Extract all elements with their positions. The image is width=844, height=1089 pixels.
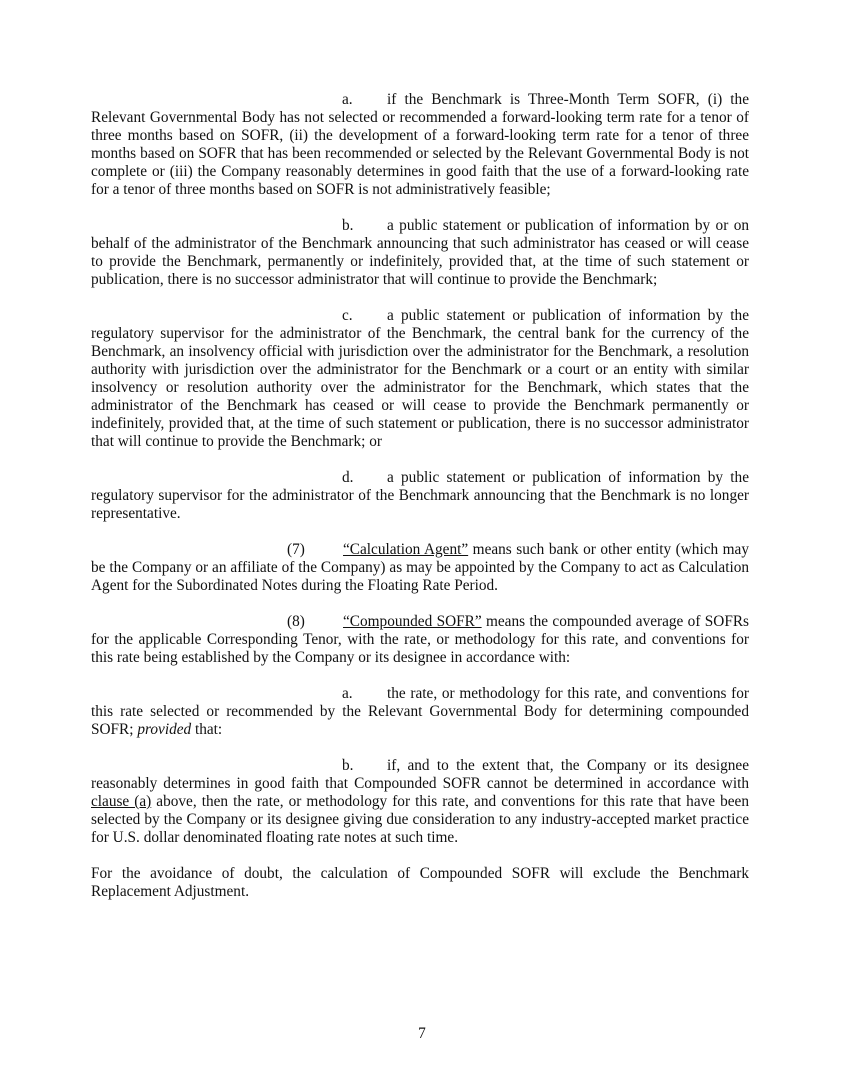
section-marker: (7) xyxy=(287,541,305,558)
paragraph-text: if, and to the extent that, the Company or its designee reasonably determines in good faith that Compounded SOFR cannot be determined in accordance with xyxy=(91,757,749,792)
paragraph-b-company-determines xyxy=(91,757,749,847)
paragraph-text-after: above, then the rate, or methodology for this rate, and conventions for this rate that have been selected by the Company or its designee giving due consideration to any industry-accepted market practice for U.S. dollar denominated floating rate notes at such time. xyxy=(91,793,749,846)
paragraph-text: a public statement or publication of information by the regulatory supervisor for the administrator of the Benchmark announcing that the Benchmark is no longer representative. xyxy=(91,469,749,522)
italic-term: provided xyxy=(137,721,192,738)
paragraph-b-administrator-ceased xyxy=(91,217,749,289)
page-number: 7 xyxy=(418,1025,426,1042)
item-marker: a. xyxy=(342,91,353,108)
section-marker: (8) xyxy=(287,613,305,630)
section-8-compounded-sofr xyxy=(91,613,749,667)
item-marker: c. xyxy=(342,307,353,324)
paragraph-c-regulatory-supervisor xyxy=(91,307,749,451)
item-marker: a. xyxy=(342,685,353,702)
item-marker: b. xyxy=(342,217,354,234)
item-marker: b. xyxy=(342,757,354,774)
paragraph-text: the rate, or methodology for this rate, and conventions for this rate selected or recommended by the Relevant Governmental Body for determining compounded SOFR; xyxy=(91,685,749,738)
paragraph-text: means such bank or other entity (which may be the Company or an affiliate of the Company) as may be appointed by the Company to act as Calculation Agent for the Subordinated Notes during the Floating Rate Period. xyxy=(91,541,749,594)
document-page xyxy=(91,91,749,901)
closing-paragraph: For the avoidance of doubt, the calculation of Compounded SOFR will exclude the Benchmark Replacement Adjustment. xyxy=(91,865,749,900)
clause-reference: clause (a) xyxy=(91,793,152,810)
defined-term: “Calculation Agent” xyxy=(343,541,469,558)
paragraph-text: means the compounded average of SOFRs for the applicable Corresponding Tenor, with the rate, or methodology for this rate, and conventions for this rate being established by the Company or its designee in accordance with: xyxy=(91,613,749,666)
paragraph-a-rate-methodology xyxy=(91,685,749,739)
paragraph-d-no-longer-representative xyxy=(91,469,749,523)
paragraph-a-three-month-term-sofr xyxy=(91,91,749,199)
item-marker: d. xyxy=(342,469,354,486)
defined-term: “Compounded SOFR” xyxy=(343,613,482,630)
paragraph-text: if the Benchmark is Three-Month Term SOFR, (i) the Relevant Governmental Body has not selected or recommended a forward-looking term rate for a tenor of three months based on SOFR, (ii) the development of a forward-looking term rate for a tenor of three months based on SOFR that has been recommended or selected by the Relevant Governmental Body is not complete or (iii) the Company reasonably determines in good faith that the use of a forward-looking rate for a tenor of three months based on SOFR is not administratively feasible; xyxy=(91,91,749,198)
paragraph-text-tail: that: xyxy=(191,721,223,738)
paragraph-text: a public statement or publication of information by or on behalf of the administrator of the Benchmark announcing that such administrator has ceased or will cease to provide the Benchmark, permanently or indefinitely, provided that, at the time of such statement or publication, there is no successor administrator that will continue to provide the Benchmark; xyxy=(91,217,749,288)
paragraph-text: a public statement or publication of information by the regulatory supervisor for the administrator of the Benchmark, the central bank for the currency of the Benchmark, an insolvency official with jurisdiction over the administrator for the Benchmark, a resolution authority with jurisdiction over the administrator for the Benchmark or a court or an entity with similar insolvency or resolution authority over the administrator for the Benchmark, which states that the administrator of the Benchmark has ceased or will cease to provide the Benchmark permanently or indefinitely, provided that, at the time of such statement or publication, there is no successor administrator that will continue to provide the Benchmark; or xyxy=(91,307,749,450)
section-7-calculation-agent xyxy=(91,541,749,595)
